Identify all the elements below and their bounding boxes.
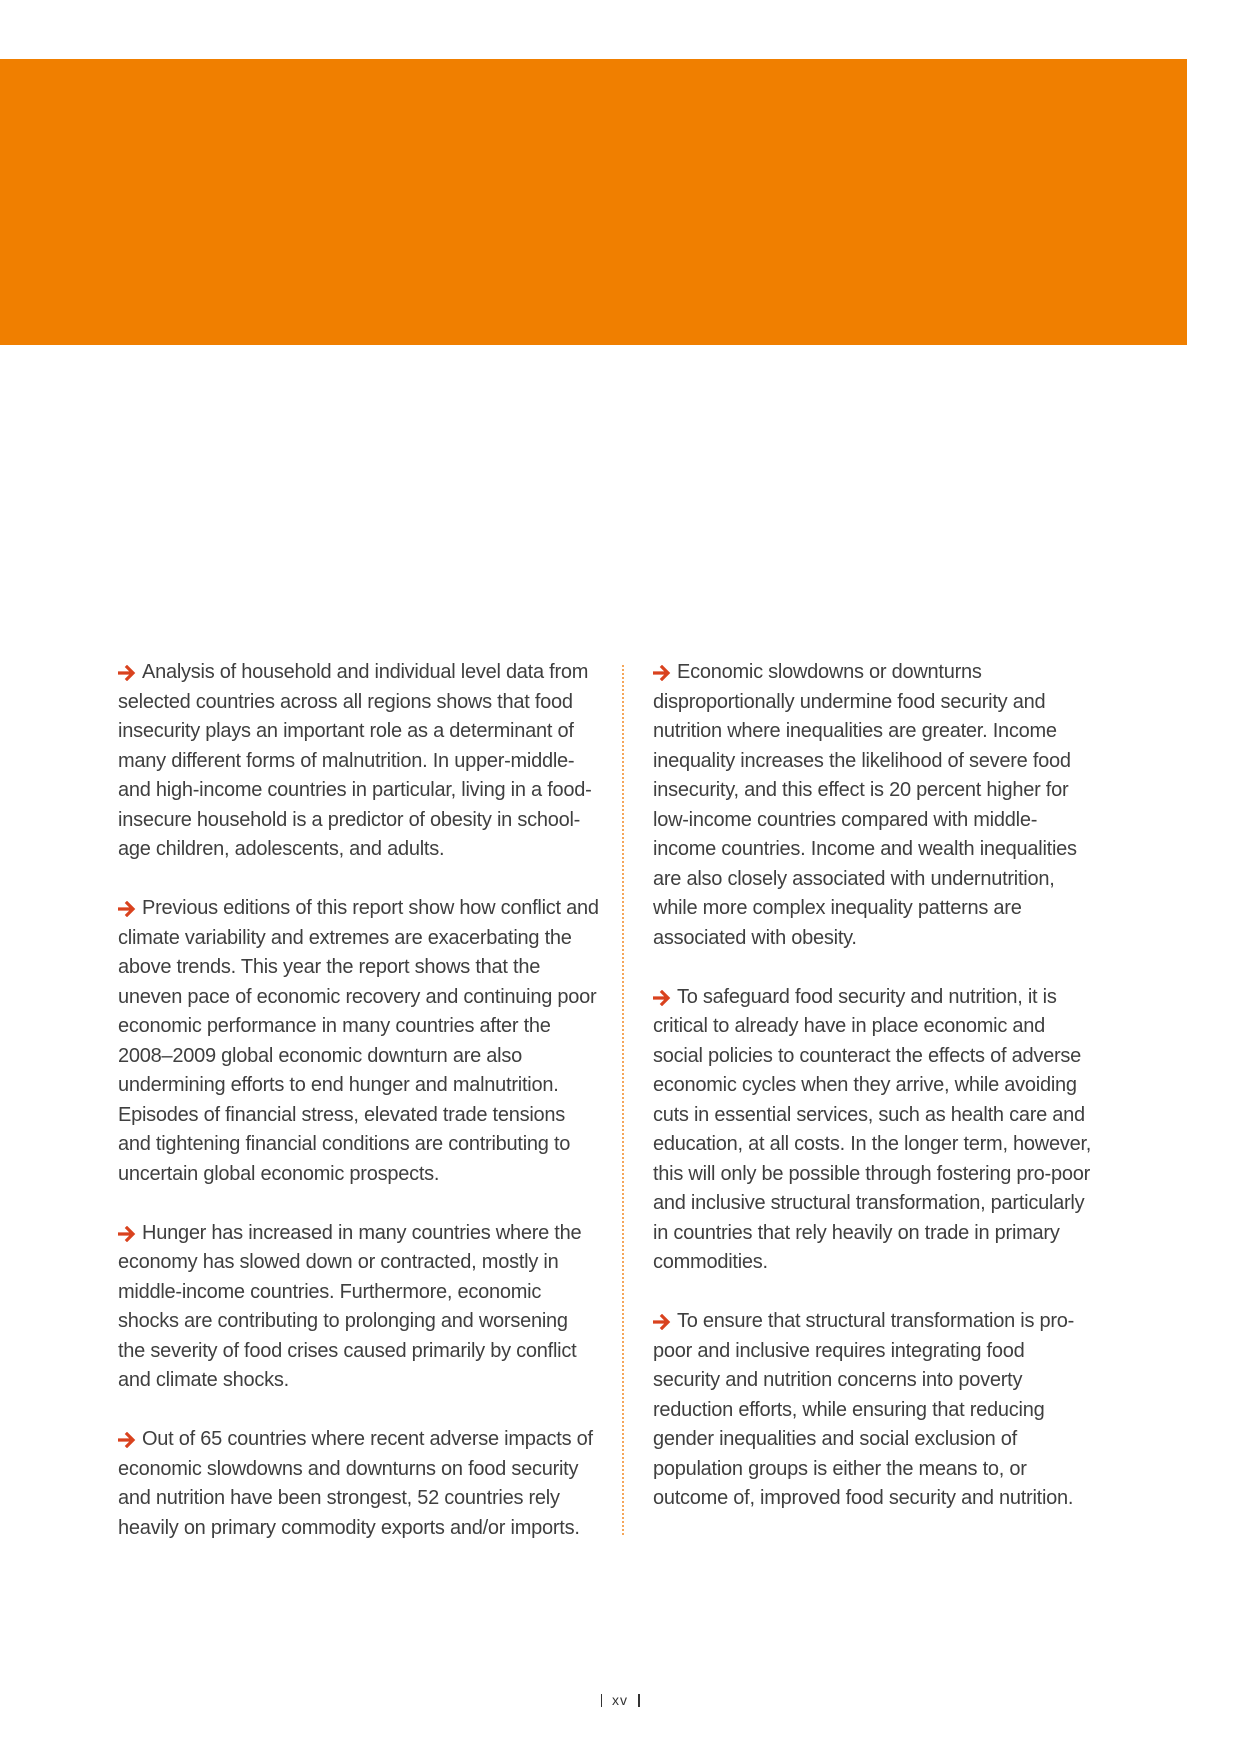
paragraph-text: Out of 65 countries where recent adverse impacts of economic slowdowns and downturns on food security and nutrition have been strongest, 52 countries rely heavily on primary commodity exports and/or imports. [118, 1428, 593, 1539]
paragraph-text: Economic slowdowns or downturns disproportionally undermine food security and nutrition where inequalities are greater. Income inequality increases the likelihood of severe food insecurity, and this effect is 20 percent higher for low-income countries compared with middle-income countries. Income and wealth inequalities are also closely associated with undernutrition, while more complex inequality patterns are associated with obesity. [653, 661, 1077, 949]
paragraph-text: Hunger has increased in many countries where the economy has slowed down or contracted, mostly in middle-income countries. Furthermore, economic shocks are contributing to prolonging and worsening the severity of food crises caused primarily by conflict and climate shocks. [118, 1221, 582, 1391]
arrow-right-icon [118, 901, 136, 917]
arrow-right-icon [118, 1226, 136, 1242]
arrow-right-icon [653, 1314, 671, 1330]
column-divider [622, 665, 624, 1535]
arrow-right-icon [653, 665, 671, 681]
bullet-paragraph [653, 983, 1093, 1278]
paragraph-text: To ensure that structural transformation is pro-poor and inclusive requires integrating food security and nutrition concerns into poverty reduction efforts, while ensuring that reducing gender inequalities and social exclusion of population groups is either the means to, or outcome of, improved food security and nutrition. [653, 1310, 1075, 1509]
paragraph-text: To safeguard food security and nutrition, it is critical to already have in place economic and social policies to counteract the effects of adverse economic cycles when they arrive, while avoiding cuts in essential services, such as health care and education, at all costs. In the longer term, however, this will only be possible through fostering pro-poor and inclusive structural transformation, particularly in countries that rely heavily on trade in primary commodities. [653, 985, 1092, 1273]
bullet-paragraph [118, 894, 600, 1189]
arrow-right-icon [653, 990, 671, 1006]
bullet-paragraph [118, 658, 600, 865]
page-number-bar-right [638, 1694, 640, 1707]
bullet-paragraph [118, 1219, 600, 1396]
right-column [653, 658, 1093, 1543]
arrow-right-icon [118, 1432, 136, 1448]
page-number-bar-left [601, 1694, 603, 1707]
page-number-text: xv [612, 1692, 628, 1708]
bullet-paragraph [653, 658, 1093, 953]
paragraph-text: Analysis of household and individual level data from selected countries across all regions shows that food insecurity plays an important role as a determinant of many different forms of malnutrition. In upper-middle- and high-income countries in particular, living in a food-insecure household is a predictor of obesity in school-age children, adolescents, and adults. [118, 661, 592, 860]
arrow-right-icon [118, 665, 136, 681]
header-color-band [0, 59, 1187, 345]
paragraph-text: Previous editions of this report show how conflict and climate variability and extremes are exacerbating the above trends. This year the report shows that the uneven pace of economic recovery and continuing poor economic performance in many countries after the 2008–2009 global economic downturn are also undermining efforts to end hunger and malnutrition. Episodes of financial stress, elevated trade tensions and tightening financial conditions are contributing to uncertain global economic prospects. [118, 897, 599, 1185]
bullet-paragraph [653, 1307, 1093, 1514]
bullet-paragraph [118, 1425, 600, 1543]
page-number [0, 1692, 1240, 1708]
left-column [118, 658, 600, 1573]
